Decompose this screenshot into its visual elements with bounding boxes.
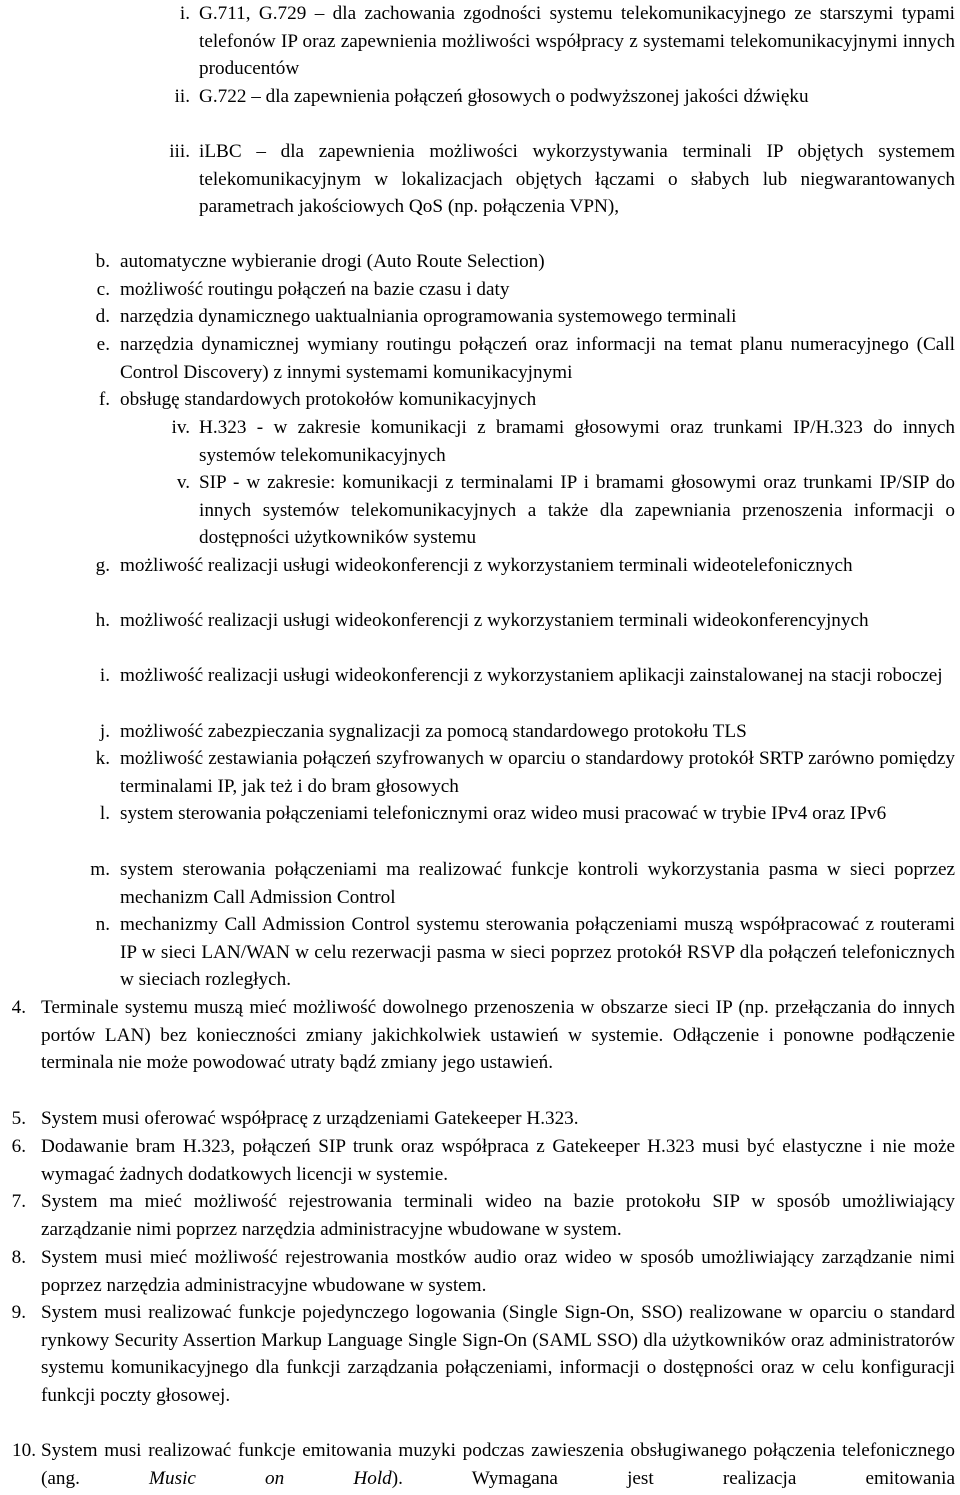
list-marker: l. (99, 803, 110, 824)
list-item-text (41, 1437, 955, 1492)
list-item-text: narzędzia dynamicznej wymiany routingu połączeń oraz informacji na temat planu numeracyjnego (Call Control Discovery) z innymi systemami komunikacyjnymi (120, 334, 955, 383)
list-item-text: narzędzia dynamicznego uaktualniania oprogramowania systemowego terminali (120, 306, 737, 327)
list-item-text: możliwość realizacji usługi wideokonferencji z wykorzystaniem terminali wideotelefonicznych (120, 555, 853, 576)
list-marker: 4. (11, 997, 26, 1018)
list-item-text: SIP - w zakresie: komunikacji z terminalami IP i bramami głosowymi oraz trunkami IP/SIP do innych systemów telekomunikacyjnych a także dla zapewniania przenoszenia informacji o dostępności użytkowników systemu (199, 472, 955, 549)
list-marker: d. (95, 306, 110, 327)
list-item-text: iLBC – dla zapewnienia możliwości wykorzystywania terminali IP objętych systemem telekomunikacyjnym w lokalizacjach objętych łączami o słabych lub niegwarantowanych parametrach jakościowych QoS (np. połączenia VPN), (199, 141, 955, 218)
item-10-text-after: ). Wymagana jest realizacja emitowania (391, 1467, 955, 1489)
list-marker: g. (95, 555, 110, 576)
list-item-text: możliwość zestawiania połączeń szyfrowanych w oparciu o standardowy protokół SRTP zarówno pomiędzy terminalami IP, jak też i do bram głosowych (120, 748, 955, 797)
list-item-text: system sterowania połączeniami ma realizować funkcje kontroli wykorzystania pasma w sieci poprzez mechanizm Call Admission Control (120, 859, 955, 908)
list-marker: iv. (171, 417, 190, 438)
item-10-text-before: System musi realizować funkcje emitowania muzyki podczas zawieszenia obsługiwanego połączenia telefonicznego (ang. (41, 1440, 955, 1489)
list-item-text: możliwość zabezpieczania sygnalizacji za pomocą standardowego protokołu TLS (120, 721, 747, 742)
list-marker: 10. (12, 1440, 36, 1461)
list-item-text: System musi realizować funkcje pojedynczego logowania (Single Sign-On, SSO) realizowane w oparciu o standard rynkowy Security Assertion Markup Language Single Sign-On (SAML SSO) dla użytkowników oraz administratorów systemu komunikacyjnego dla funkcji zarządzania połączeniami, informacji o dostępności oraz w celu konfiguracji funkcji poczty głosowej. (41, 1302, 955, 1406)
list-marker: 6. (11, 1136, 26, 1157)
list-item-text: Dodawanie bram H.323, połączeń SIP trunk oraz współpraca z Gatekeeper H.323 musi być elastyczne i nie może wymagać żadnych dodatkowych licencji w systemie. (41, 1136, 955, 1185)
list-marker: j. (99, 721, 110, 742)
list-marker: 5. (11, 1108, 26, 1129)
list-marker: m. (90, 859, 110, 880)
list-marker: f. (98, 389, 110, 410)
list-marker: k. (95, 748, 110, 769)
list-item-text: mechanizmy Call Admission Control systemu sterowania połączeniami muszą współpracować z routerami IP w sieci LAN/WAN w celu rezerwacji pasma w sieci poprzez protokół RSVP dla połączeń telefonicznych w sieciach rozległych. (120, 914, 955, 991)
list-marker: v. (176, 472, 190, 493)
list-marker: c. (96, 279, 110, 300)
list-item-text: automatyczne wybieranie drogi (Auto Route Selection) (120, 251, 545, 272)
list-item-text: obsługę standardowych protokołów komunikacyjnych (120, 389, 537, 410)
item-10-text-italic: Music on Hold (149, 1467, 392, 1489)
list-item-text: System musi oferować współpracę z urządzeniami Gatekeeper H.323. (41, 1108, 579, 1129)
list-marker: i. (99, 665, 110, 686)
list-marker: i. (179, 3, 190, 24)
list-marker: h. (95, 610, 110, 631)
list-marker: e. (96, 334, 110, 355)
list-marker: iii. (169, 141, 190, 162)
list-item-text: System musi mieć możliwość rejestrowania mostków audio oraz wideo w sposób umożliwiający zarządzanie nimi poprzez narzędzia administracyjne wbudowane w system. (41, 1247, 955, 1296)
list-marker: 8. (11, 1247, 26, 1268)
list-item-text: System ma mieć możliwość rejestrowania terminali wideo na bazie protokołu SIP w sposób umożliwiający zarządzanie nimi poprzez narzędzia administracyjne wbudowane w system. (41, 1191, 955, 1240)
list-marker: 9. (11, 1302, 26, 1323)
list-marker: b. (95, 251, 110, 272)
list-item-text: Terminale systemu muszą mieć możliwość dowolnego przenoszenia w obszarze sieci IP (np. przełączania do innych portów LAN) bez konieczności zmiany jakichkolwiek ustawień w systemie. Odłączenie i ponowne podłączenie terminala nie może powodować utraty bądź zmiany jego ustawień. (41, 997, 955, 1074)
list-item-text: możliwość realizacji usługi wideokonferencji z wykorzystaniem terminali wideokonferencyjnych (120, 610, 869, 631)
list-item-text: możliwość realizacji usługi wideokonferencji z wykorzystaniem aplikacji zainstalowanej na stacji roboczej (120, 665, 943, 686)
list-marker: 7. (11, 1191, 26, 1212)
list-item-text: H.323 - w zakresie komunikacji z bramami głosowymi oraz trunkami IP/H.323 do innych systemów telekomunikacyjnych (199, 417, 955, 466)
list-marker: ii. (174, 86, 190, 107)
list-item-text: system sterowania połączeniami telefonicznymi oraz wideo musi pracować w trybie IPv4 oraz IPv6 (120, 803, 887, 824)
list-item-text: możliwość routingu połączeń na bazie czasu i daty (120, 279, 510, 300)
list-item-text: G.711, G.729 – dla zachowania zgodności systemu telekomunikacyjnego ze starszymi typami telefonów IP oraz zapewnienia możliwości współpracy z systemami telekomunikacyjnymi innych producentów (199, 3, 955, 80)
list-marker: n. (95, 914, 110, 935)
list-item-text: G.722 – dla zapewnienia połączeń głosowych o podwyższonej jakości dźwięku (199, 86, 809, 107)
